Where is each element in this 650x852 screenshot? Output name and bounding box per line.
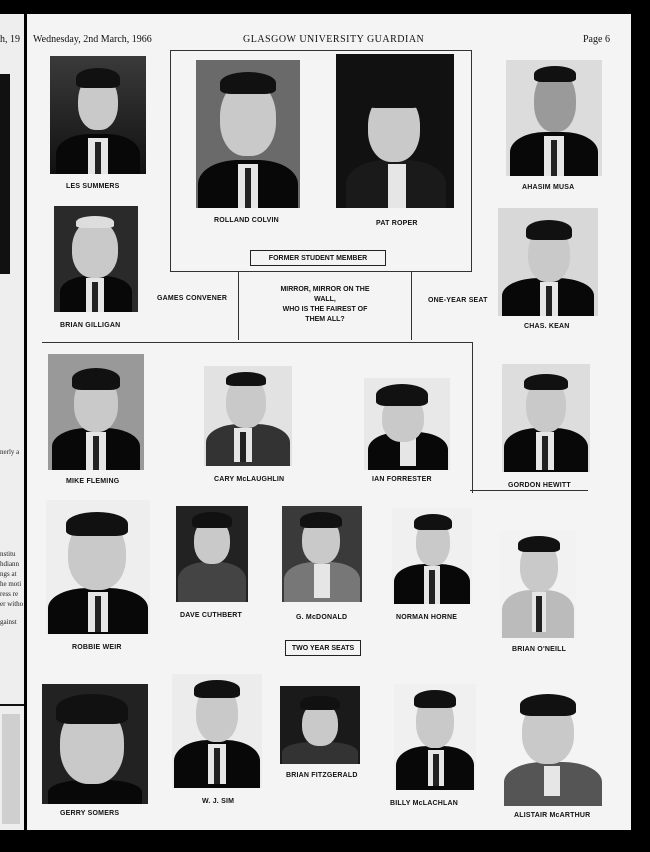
caption-gordon-hewitt: GORDON HEWITT (508, 482, 571, 489)
photo-brian-gilligan (54, 206, 138, 312)
photo-brian-oneill (500, 530, 576, 638)
caption-dave-cuthbert: DAVE CUTHBERT (180, 612, 242, 619)
caption-brian-oneill: BRIAN O'NEILL (512, 646, 567, 653)
photo-mike-fleming (48, 354, 144, 470)
photo-g-mcdonald (282, 506, 362, 602)
caption-mike-fleming: MIKE FLEMING (66, 478, 120, 485)
caption-robbie-weir: ROBBIE WEIR (72, 644, 122, 651)
strip-text-3: hdiann (0, 560, 20, 568)
strip-rule (0, 704, 24, 706)
mirror-line-4: THEM ALL? (305, 316, 345, 323)
strip-photo (0, 74, 10, 274)
masthead-left-fragment: h, 19 (0, 34, 20, 45)
photo-norman-horne (392, 508, 472, 604)
one-year-seat-label: ONE-YEAR SEAT (428, 297, 488, 304)
mirror-line-2: WALL, (314, 296, 336, 303)
photo-gordon-hewitt (502, 364, 590, 472)
strip-text-1: nerly a (0, 448, 20, 456)
photo-brian-fitzgerald (280, 686, 360, 764)
photo-wj-sim (172, 674, 262, 788)
caption-chas-kean: CHAS. KEAN (524, 323, 570, 330)
photo-dave-cuthbert (176, 506, 248, 602)
masthead-page-number: Page 6 (583, 34, 610, 45)
former-student-member-label: FORMER STUDENT MEMBER (250, 250, 386, 266)
caption-rolland-colvin: ROLLAND COLVIN (214, 217, 279, 224)
photo-ian-forrester (364, 378, 450, 470)
games-convener-label: GAMES CONVENER (157, 295, 228, 302)
masthead-paper-name: GLASGOW UNIVERSITY GUARDIAN (243, 34, 425, 45)
caption-brian-gilligan: BRIAN GILLIGAN (60, 322, 121, 329)
caption-ahasim-musa: AHASIM MUSA (522, 184, 575, 191)
photo-rolland-colvin (196, 60, 300, 208)
mirror-line-1: MIRROR, MIRROR ON THE (280, 286, 370, 293)
photo-gerry-somers (42, 684, 148, 804)
strip-cartoon (2, 714, 20, 824)
photo-robbie-weir (46, 500, 150, 634)
photo-les-summers (50, 56, 146, 174)
photo-cary-mclaughlin (204, 366, 292, 466)
caption-ian-forrester: IAN FORRESTER (372, 476, 432, 483)
caption-brian-fitzgerald: BRIAN FITZGERALD (286, 772, 358, 779)
strip-text-8: gainst (0, 618, 17, 626)
caption-wj-sim: W. J. SIM (202, 798, 235, 805)
caption-alistair-mcarthur: ALISTAIR McARTHUR (514, 812, 591, 819)
strip-text-6: ress re (0, 590, 19, 598)
caption-g-mcdonald: G. McDONALD (296, 614, 348, 621)
strip-text-4: ngs at (0, 570, 17, 578)
mirror-caption (240, 285, 410, 325)
strip-text-7: er witho (0, 600, 24, 608)
caption-gerry-somers: GERRY SOMERS (60, 810, 120, 817)
masthead (0, 34, 631, 46)
gordon-underline (470, 490, 588, 491)
adjacent-page-strip (0, 14, 24, 830)
strip-text-2: nstitu (0, 550, 16, 558)
mirror-line-3: WHO IS THE FAIREST OF (282, 306, 368, 313)
caption-cary-mclaughlin: CARY McLAUGHLIN (214, 476, 285, 483)
masthead-date: Wednesday, 2nd March, 1966 (33, 34, 152, 45)
photo-pat-roper (336, 54, 454, 208)
photo-alistair-mcarthur (498, 688, 606, 806)
caption-billy-mclachlan: BILLY McLACHLAN (390, 800, 458, 807)
caption-norman-horne: NORMAN HORNE (396, 614, 458, 621)
photo-ahasim-musa (506, 60, 602, 176)
caption-les-summers: LES SUMMERS (66, 183, 120, 190)
strip-text-5: he moti (0, 580, 22, 588)
photo-chas-kean (498, 208, 598, 316)
caption-pat-roper: PAT ROPER (376, 220, 418, 227)
photo-billy-mclachlan (394, 684, 476, 790)
two-year-seats-label: TWO YEAR SEATS (285, 640, 361, 656)
